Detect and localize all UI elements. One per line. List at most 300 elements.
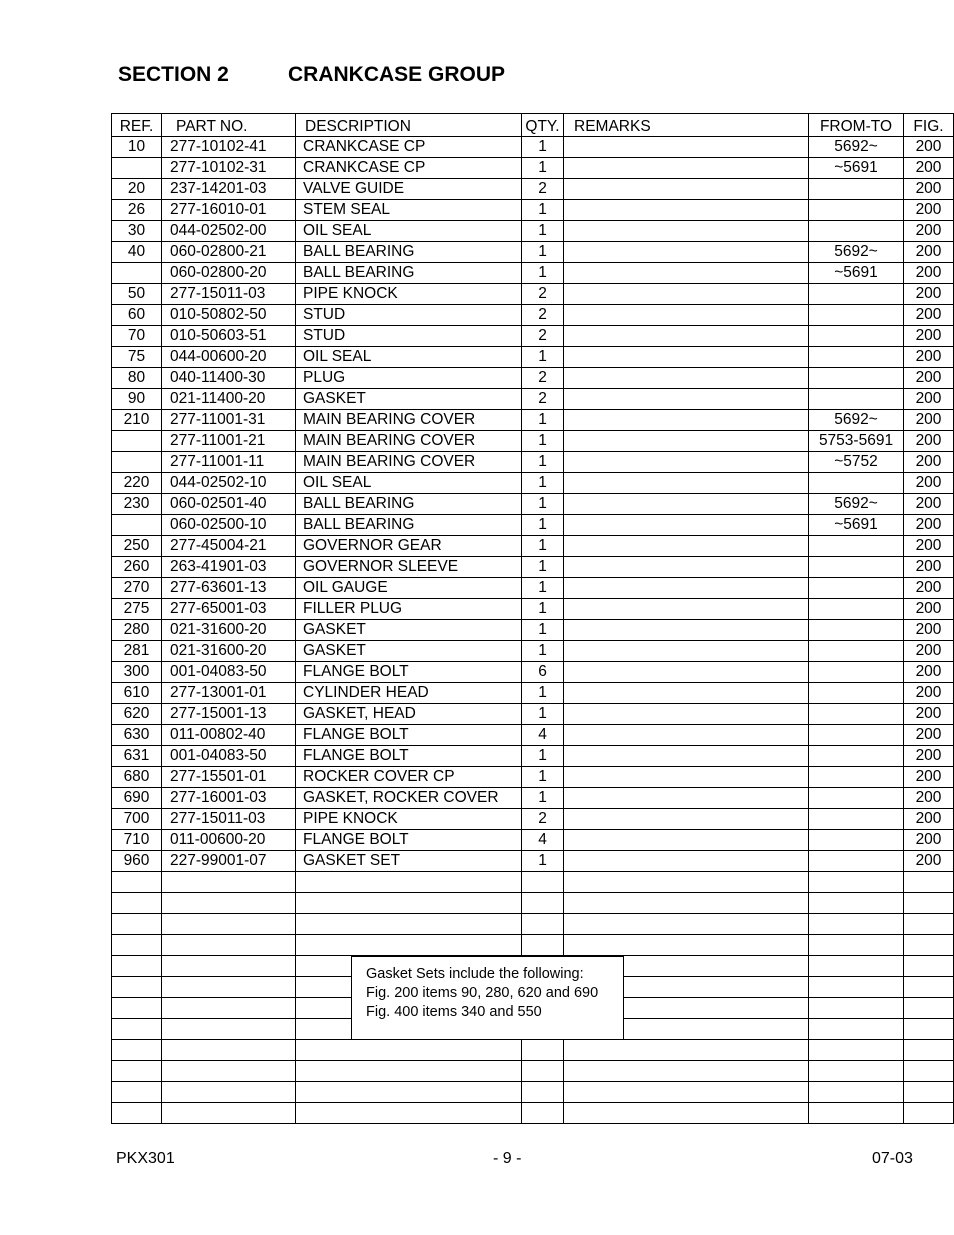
qty-cell: 2 [522, 326, 564, 347]
table-row [112, 746, 954, 767]
part-number-cell: 044-00600-20 [162, 347, 296, 368]
from-to-cell [809, 599, 904, 620]
from-to-cell [809, 746, 904, 767]
description-cell: OIL SEAL [296, 473, 522, 494]
from-to-cell: 5692~ [809, 137, 904, 158]
fig-cell: 200 [904, 620, 954, 641]
empty-cell [904, 1103, 954, 1124]
empty-cell [522, 914, 564, 935]
from-to-cell [809, 368, 904, 389]
empty-cell [522, 1040, 564, 1061]
remarks-cell [564, 410, 809, 431]
from-to-cell [809, 326, 904, 347]
description-cell: MAIN BEARING COVER [296, 431, 522, 452]
empty-cell [162, 1019, 296, 1040]
empty-cell [296, 935, 522, 956]
fig-cell: 200 [904, 137, 954, 158]
remarks-cell [564, 599, 809, 620]
empty-row [112, 914, 954, 935]
ref-cell: 75 [112, 347, 162, 368]
qty-cell: 1 [522, 683, 564, 704]
ref-cell: 280 [112, 620, 162, 641]
part-number-cell: 060-02800-20 [162, 263, 296, 284]
table-row [112, 305, 954, 326]
empty-cell [564, 1061, 809, 1082]
description-cell: BALL BEARING [296, 515, 522, 536]
from-to-cell [809, 200, 904, 221]
remarks-cell [564, 725, 809, 746]
empty-cell [809, 1103, 904, 1124]
note-line: Fig. 400 items 340 and 550 [366, 1004, 542, 1020]
col-description-header: DESCRIPTION [296, 114, 522, 137]
qty-cell: 1 [522, 200, 564, 221]
qty-cell: 1 [522, 158, 564, 179]
empty-cell [522, 893, 564, 914]
description-cell: STEM SEAL [296, 200, 522, 221]
part-number-cell: 277-11001-11 [162, 452, 296, 473]
from-to-cell: ~5691 [809, 263, 904, 284]
empty-cell [162, 914, 296, 935]
empty-cell [904, 998, 954, 1019]
footer-date: 07-03 [872, 1150, 913, 1167]
ref-cell: 690 [112, 788, 162, 809]
fig-cell: 200 [904, 179, 954, 200]
part-number-cell: 277-16010-01 [162, 200, 296, 221]
part-number-cell: 010-50802-50 [162, 305, 296, 326]
ref-cell: 210 [112, 410, 162, 431]
from-to-cell [809, 305, 904, 326]
table-row [112, 851, 954, 872]
table-row [112, 242, 954, 263]
remarks-cell [564, 683, 809, 704]
table-row [112, 200, 954, 221]
fig-cell: 200 [904, 704, 954, 725]
description-cell: VALVE GUIDE [296, 179, 522, 200]
part-number-cell: 277-63601-13 [162, 578, 296, 599]
description-cell: GASKET [296, 620, 522, 641]
fig-cell: 200 [904, 158, 954, 179]
empty-cell [162, 872, 296, 893]
description-cell: CRANKCASE CP [296, 137, 522, 158]
empty-cell [162, 977, 296, 998]
qty-cell: 1 [522, 599, 564, 620]
description-cell: PIPE KNOCK [296, 284, 522, 305]
qty-cell: 2 [522, 305, 564, 326]
description-cell: OIL SEAL [296, 347, 522, 368]
remarks-cell [564, 704, 809, 725]
table-row [112, 389, 954, 410]
col-fig-header: FIG. [904, 114, 954, 137]
remarks-cell [564, 137, 809, 158]
description-cell: GOVERNOR GEAR [296, 536, 522, 557]
ref-cell: 30 [112, 221, 162, 242]
description-cell: GOVERNOR SLEEVE [296, 557, 522, 578]
description-cell: BALL BEARING [296, 242, 522, 263]
description-cell: GASKET SET [296, 851, 522, 872]
from-to-cell [809, 473, 904, 494]
table-header-row [112, 114, 954, 137]
ref-cell: 230 [112, 494, 162, 515]
from-to-cell [809, 557, 904, 578]
empty-cell [112, 914, 162, 935]
empty-cell [809, 893, 904, 914]
ref-cell: 250 [112, 536, 162, 557]
empty-cell [564, 1082, 809, 1103]
part-number-cell: 010-50603-51 [162, 326, 296, 347]
empty-cell [296, 1082, 522, 1103]
empty-row [112, 893, 954, 914]
empty-cell [112, 1019, 162, 1040]
qty-cell: 1 [522, 767, 564, 788]
table-row [112, 767, 954, 788]
remarks-cell [564, 788, 809, 809]
empty-cell [296, 872, 522, 893]
description-cell: MAIN BEARING COVER [296, 410, 522, 431]
page-title [118, 63, 505, 87]
remarks-cell [564, 242, 809, 263]
fig-cell: 200 [904, 536, 954, 557]
part-number-cell: 277-11001-21 [162, 431, 296, 452]
col-qty-header: QTY. [522, 114, 564, 137]
qty-cell: 1 [522, 788, 564, 809]
part-number-cell: 060-02800-21 [162, 242, 296, 263]
ref-cell: 275 [112, 599, 162, 620]
table-row [112, 410, 954, 431]
from-to-cell: 5692~ [809, 494, 904, 515]
fig-cell: 200 [904, 578, 954, 599]
empty-cell [809, 1082, 904, 1103]
empty-cell [522, 1103, 564, 1124]
remarks-cell [564, 200, 809, 221]
fig-cell: 200 [904, 557, 954, 578]
qty-cell: 1 [522, 620, 564, 641]
table-row [112, 137, 954, 158]
part-number-cell: 277-16001-03 [162, 788, 296, 809]
qty-cell: 1 [522, 851, 564, 872]
remarks-cell [564, 494, 809, 515]
description-cell: FILLER PLUG [296, 599, 522, 620]
remarks-cell [564, 746, 809, 767]
table-row [112, 263, 954, 284]
table-row [112, 179, 954, 200]
col-part-header: PART NO. [162, 114, 296, 137]
part-number-cell: 277-13001-01 [162, 683, 296, 704]
empty-cell [904, 956, 954, 977]
remarks-cell [564, 305, 809, 326]
qty-cell: 2 [522, 179, 564, 200]
qty-cell: 1 [522, 536, 564, 557]
table-row [112, 620, 954, 641]
qty-cell: 1 [522, 263, 564, 284]
table-row [112, 494, 954, 515]
description-cell: GASKET, ROCKER COVER [296, 788, 522, 809]
from-to-cell: ~5752 [809, 452, 904, 473]
remarks-cell [564, 368, 809, 389]
qty-cell: 4 [522, 725, 564, 746]
empty-cell [564, 872, 809, 893]
ref-cell: 281 [112, 641, 162, 662]
ref-cell [112, 431, 162, 452]
from-to-cell [809, 704, 904, 725]
col-from-to-header: FROM-TO [809, 114, 904, 137]
description-cell: FLANGE BOLT [296, 830, 522, 851]
fig-cell: 200 [904, 221, 954, 242]
remarks-cell [564, 473, 809, 494]
fig-cell: 200 [904, 242, 954, 263]
fig-cell: 200 [904, 389, 954, 410]
empty-row [112, 1061, 954, 1082]
qty-cell: 1 [522, 431, 564, 452]
from-to-cell: 5692~ [809, 410, 904, 431]
empty-cell [112, 893, 162, 914]
from-to-cell: ~5691 [809, 158, 904, 179]
remarks-cell [564, 578, 809, 599]
ref-cell: 90 [112, 389, 162, 410]
qty-cell: 2 [522, 809, 564, 830]
description-cell: PLUG [296, 368, 522, 389]
ref-cell [112, 452, 162, 473]
ref-cell: 60 [112, 305, 162, 326]
empty-cell [162, 1103, 296, 1124]
remarks-cell [564, 851, 809, 872]
ref-cell: 70 [112, 326, 162, 347]
remarks-cell [564, 284, 809, 305]
empty-cell [162, 935, 296, 956]
empty-row [112, 1040, 954, 1061]
remarks-cell [564, 557, 809, 578]
remarks-cell [564, 263, 809, 284]
qty-cell: 1 [522, 704, 564, 725]
part-number-cell: 040-11400-30 [162, 368, 296, 389]
empty-cell [904, 1040, 954, 1061]
from-to-cell: 5692~ [809, 242, 904, 263]
fig-cell: 200 [904, 683, 954, 704]
footer-model: PKX301 [116, 1150, 175, 1167]
empty-cell [809, 1061, 904, 1082]
description-cell: ROCKER COVER CP [296, 767, 522, 788]
empty-cell [296, 1040, 522, 1061]
remarks-cell [564, 620, 809, 641]
from-to-cell: 5753-5691 [809, 431, 904, 452]
ref-cell [112, 263, 162, 284]
fig-cell: 200 [904, 830, 954, 851]
ref-cell: 80 [112, 368, 162, 389]
table-row [112, 368, 954, 389]
qty-cell: 1 [522, 242, 564, 263]
remarks-cell [564, 221, 809, 242]
description-cell: FLANGE BOLT [296, 662, 522, 683]
table-row [112, 599, 954, 620]
from-to-cell [809, 767, 904, 788]
empty-cell [809, 977, 904, 998]
empty-row [112, 935, 954, 956]
part-number-cell: 227-99001-07 [162, 851, 296, 872]
empty-cell [809, 935, 904, 956]
empty-cell [522, 1082, 564, 1103]
from-to-cell [809, 284, 904, 305]
remarks-cell [564, 326, 809, 347]
note-line: Gasket Sets include the following: [366, 966, 584, 982]
table-row [112, 515, 954, 536]
table-row [112, 641, 954, 662]
description-cell: GASKET, HEAD [296, 704, 522, 725]
part-number-cell: 277-10102-31 [162, 158, 296, 179]
empty-row [112, 1103, 954, 1124]
remarks-cell [564, 347, 809, 368]
description-cell: GASKET [296, 389, 522, 410]
part-number-cell: 277-45004-21 [162, 536, 296, 557]
fig-cell: 200 [904, 284, 954, 305]
empty-cell [112, 998, 162, 1019]
part-number-cell: 277-10102-41 [162, 137, 296, 158]
col-ref-header: REF. [112, 114, 162, 137]
table-row [112, 431, 954, 452]
from-to-cell [809, 851, 904, 872]
description-cell: FLANGE BOLT [296, 746, 522, 767]
from-to-cell [809, 788, 904, 809]
remarks-cell [564, 767, 809, 788]
from-to-cell: ~5691 [809, 515, 904, 536]
empty-cell [522, 872, 564, 893]
empty-cell [296, 1061, 522, 1082]
ref-cell [112, 158, 162, 179]
fig-cell: 200 [904, 263, 954, 284]
ref-cell: 26 [112, 200, 162, 221]
empty-cell [296, 1103, 522, 1124]
fig-cell: 200 [904, 641, 954, 662]
empty-cell [809, 998, 904, 1019]
part-number-cell: 001-04083-50 [162, 662, 296, 683]
qty-cell: 1 [522, 410, 564, 431]
empty-cell [162, 1061, 296, 1082]
from-to-cell [809, 725, 904, 746]
remarks-cell [564, 662, 809, 683]
empty-cell [296, 893, 522, 914]
empty-cell [112, 1040, 162, 1061]
empty-cell [112, 1061, 162, 1082]
empty-cell [809, 914, 904, 935]
from-to-cell [809, 809, 904, 830]
part-number-cell: 044-02502-00 [162, 221, 296, 242]
table-row [112, 809, 954, 830]
ref-cell: 680 [112, 767, 162, 788]
part-number-cell: 021-31600-20 [162, 641, 296, 662]
qty-cell: 1 [522, 578, 564, 599]
ref-cell: 300 [112, 662, 162, 683]
remarks-cell [564, 452, 809, 473]
description-cell: OIL GAUGE [296, 578, 522, 599]
ref-cell: 630 [112, 725, 162, 746]
description-cell: CYLINDER HEAD [296, 683, 522, 704]
table-row [112, 662, 954, 683]
qty-cell: 1 [522, 221, 564, 242]
gasket-set-note [351, 956, 624, 1040]
empty-cell [162, 956, 296, 977]
empty-cell [904, 977, 954, 998]
empty-cell [112, 1103, 162, 1124]
empty-cell [564, 1040, 809, 1061]
table-row [112, 284, 954, 305]
table-row [112, 452, 954, 473]
remarks-cell [564, 641, 809, 662]
from-to-cell [809, 221, 904, 242]
table-row [112, 578, 954, 599]
table-row [112, 347, 954, 368]
fig-cell: 200 [904, 473, 954, 494]
description-cell: BALL BEARING [296, 263, 522, 284]
description-cell: FLANGE BOLT [296, 725, 522, 746]
qty-cell: 2 [522, 284, 564, 305]
part-number-cell: 021-31600-20 [162, 620, 296, 641]
part-number-cell: 277-65001-03 [162, 599, 296, 620]
qty-cell: 1 [522, 452, 564, 473]
table-row [112, 536, 954, 557]
qty-cell: 1 [522, 494, 564, 515]
empty-cell [296, 914, 522, 935]
empty-cell [564, 914, 809, 935]
ref-cell: 610 [112, 683, 162, 704]
part-number-cell: 021-11400-20 [162, 389, 296, 410]
ref-cell: 270 [112, 578, 162, 599]
qty-cell: 6 [522, 662, 564, 683]
ref-cell: 10 [112, 137, 162, 158]
part-number-cell: 277-11001-31 [162, 410, 296, 431]
fig-cell: 200 [904, 431, 954, 452]
description-cell: BALL BEARING [296, 494, 522, 515]
empty-cell [522, 1061, 564, 1082]
qty-cell: 1 [522, 557, 564, 578]
table-row [112, 704, 954, 725]
empty-cell [809, 1040, 904, 1061]
from-to-cell [809, 179, 904, 200]
empty-cell [904, 1082, 954, 1103]
section-number: SECTION 2 [118, 63, 229, 86]
fig-cell: 200 [904, 305, 954, 326]
table-row [112, 788, 954, 809]
remarks-cell [564, 158, 809, 179]
empty-row [112, 872, 954, 893]
fig-cell: 200 [904, 599, 954, 620]
part-number-cell: 277-15011-03 [162, 284, 296, 305]
description-cell: CRANKCASE CP [296, 158, 522, 179]
qty-cell: 1 [522, 347, 564, 368]
empty-cell [564, 935, 809, 956]
from-to-cell [809, 536, 904, 557]
description-cell: MAIN BEARING COVER [296, 452, 522, 473]
empty-cell [112, 956, 162, 977]
fig-cell: 200 [904, 725, 954, 746]
empty-cell [162, 893, 296, 914]
qty-cell: 1 [522, 137, 564, 158]
fig-cell: 200 [904, 662, 954, 683]
note-line: Fig. 200 items 90, 280, 620 and 690 [366, 985, 599, 1001]
fig-cell: 200 [904, 767, 954, 788]
footer-page-number: - 9 - [493, 1150, 522, 1167]
ref-cell: 40 [112, 242, 162, 263]
empty-cell [162, 1082, 296, 1103]
fig-cell: 200 [904, 452, 954, 473]
remarks-cell [564, 179, 809, 200]
from-to-cell [809, 389, 904, 410]
empty-cell [112, 935, 162, 956]
qty-cell: 1 [522, 515, 564, 536]
empty-cell [112, 977, 162, 998]
remarks-cell [564, 515, 809, 536]
qty-cell: 1 [522, 641, 564, 662]
ref-cell: 960 [112, 851, 162, 872]
from-to-cell [809, 683, 904, 704]
fig-cell: 200 [904, 410, 954, 431]
